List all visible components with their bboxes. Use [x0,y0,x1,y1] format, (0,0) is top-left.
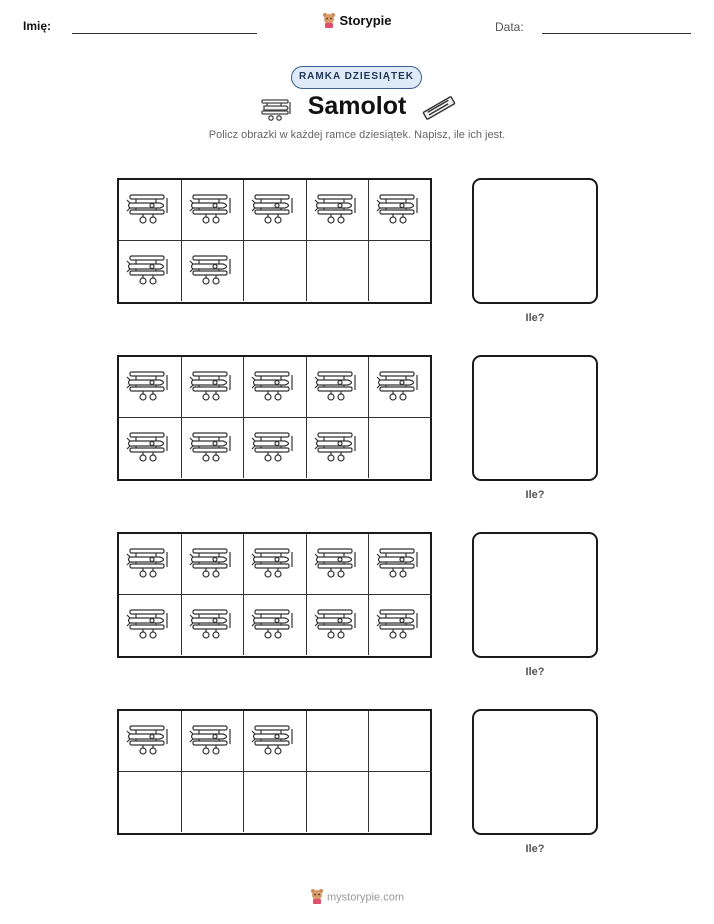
footer-url: mystorypie.com [326,891,405,904]
frame-cell [307,357,370,418]
answer-box[interactable] [472,355,598,481]
ten-frame [117,532,432,658]
frame-cell [244,534,307,595]
frame-cell [369,711,432,772]
answer-label: Ile? [525,666,545,678]
plank-icon [421,94,457,127]
frame-cell [244,595,307,656]
footer [0,888,714,907]
frame-cell [182,711,245,772]
frame-cell [369,241,432,302]
frame-cell [119,772,182,833]
brand-logo [0,12,714,31]
frame-cell [244,772,307,833]
frame-cell [244,418,307,479]
frame-cell [369,772,432,833]
frame-cell [182,534,245,595]
brand-name: Storypie [339,12,392,28]
date-line[interactable] [542,33,691,34]
name-label: Imię: [23,19,52,33]
frame-cell [307,418,370,479]
frame-cell [369,418,432,479]
frame-cell [182,418,245,479]
worksheet-badge: RAMKA DZIESIĄTEK [291,66,422,89]
frame-cell [244,357,307,418]
date-label: Data: [495,20,524,34]
bear-icon [322,12,336,31]
page-title: Samolot [307,92,407,120]
frame-cell [307,711,370,772]
frame-cell [369,534,432,595]
frame-cell [119,534,182,595]
answer-box[interactable] [472,532,598,658]
frame-cell [244,241,307,302]
frame-cell [369,180,432,241]
frame-cell [182,357,245,418]
ten-frame [117,355,432,481]
ten-frame [117,178,432,304]
answer-label: Ile? [525,843,545,855]
answer-box[interactable] [472,178,598,304]
frame-cell [182,180,245,241]
frame-cell [307,595,370,656]
frame-cell [307,180,370,241]
frame-cell [244,180,307,241]
answer-label: Ile? [525,489,545,501]
frame-cell [119,595,182,656]
frame-cell [119,418,182,479]
frame-cell [307,534,370,595]
frame-cell [307,241,370,302]
answer-box[interactable] [472,709,598,835]
frame-cell [307,772,370,833]
bear-icon [310,888,324,907]
answer-label: Ile? [525,312,545,324]
frame-cell [369,357,432,418]
frame-cell [182,772,245,833]
frame-cell [182,595,245,656]
frame-cell [244,711,307,772]
instructions: Policz obrazki w każdej ramce dziesiątek. Napisz, ile ich jest. [208,129,506,141]
frame-cell [119,241,182,302]
name-line[interactable] [72,33,257,34]
frame-cell [369,595,432,656]
frame-cell [119,357,182,418]
frame-cell [119,180,182,241]
frame-cell [119,711,182,772]
ten-frame [117,709,432,835]
frame-cell [182,241,245,302]
